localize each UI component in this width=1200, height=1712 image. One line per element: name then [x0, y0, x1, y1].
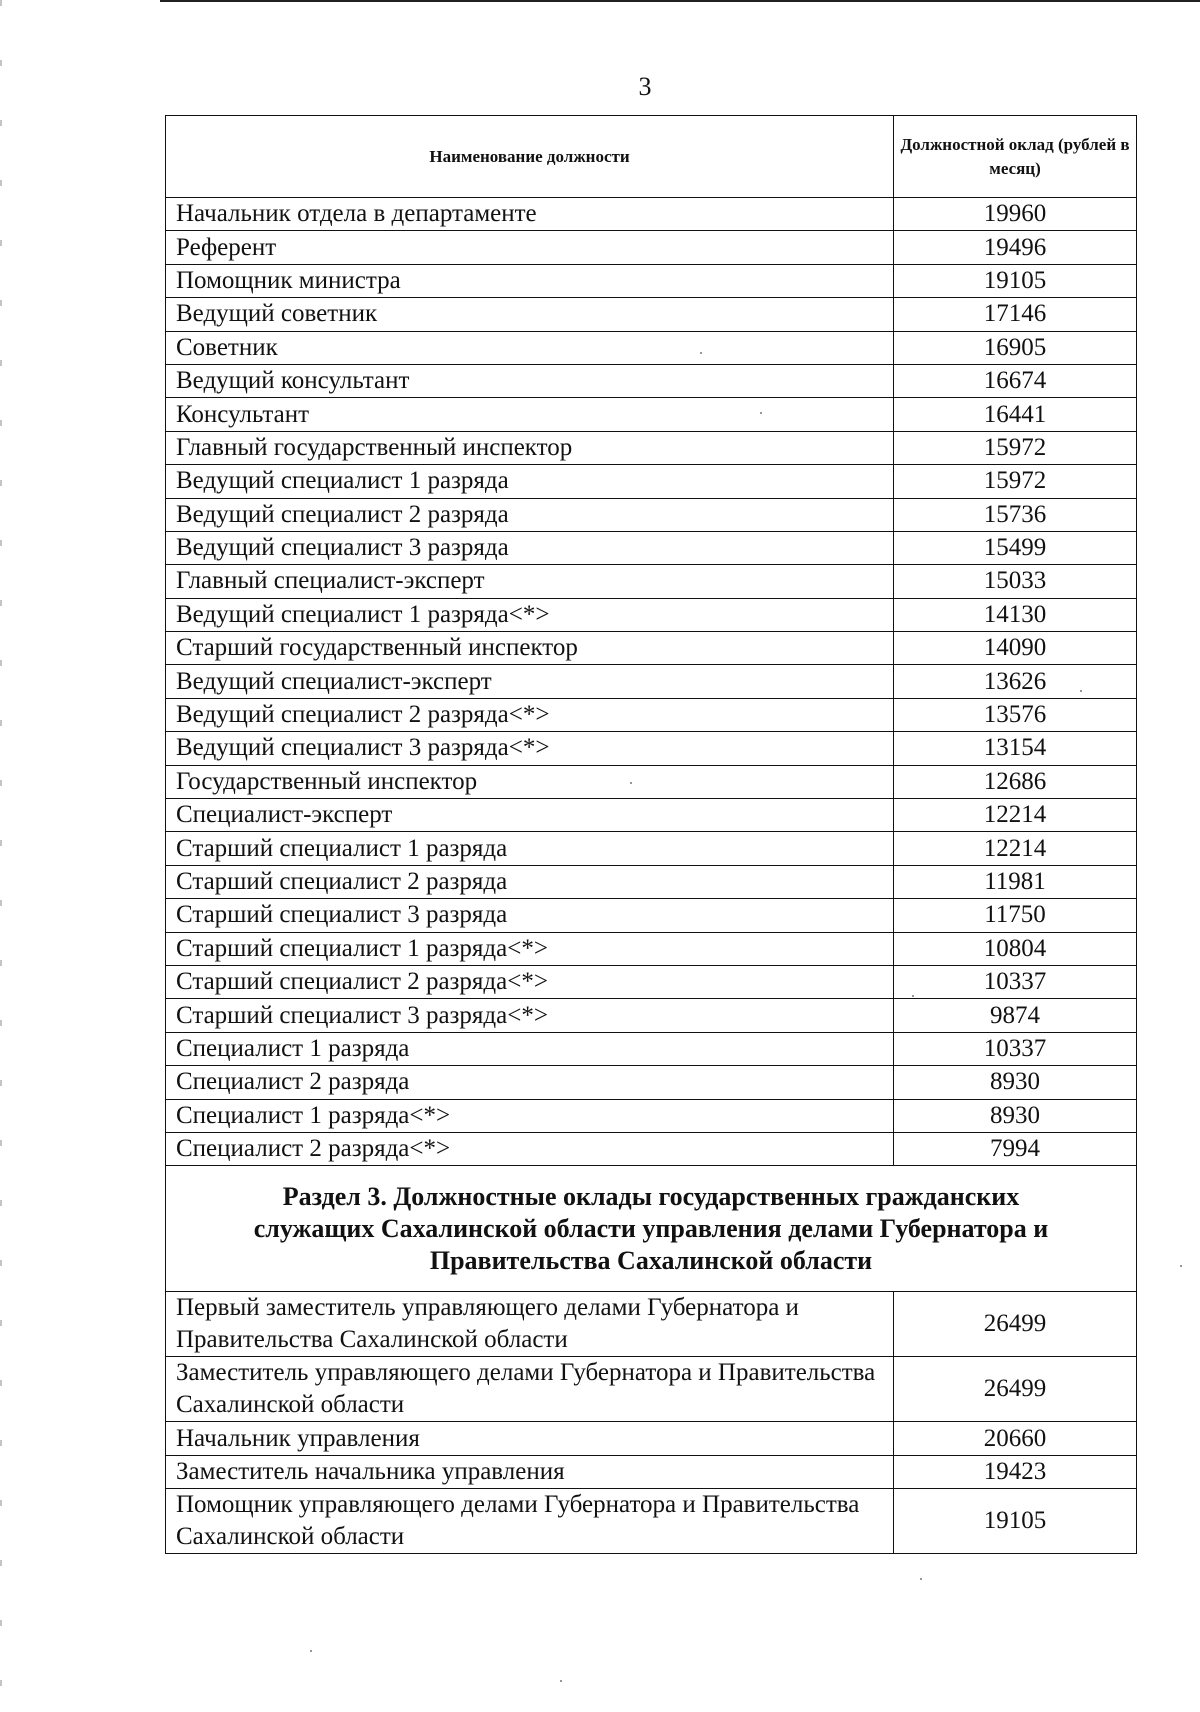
position-cell: Ведущий специалист 2 разряда<*>	[166, 698, 894, 731]
position-cell: Ведущий специалист-эксперт	[166, 665, 894, 698]
section-3-body	[166, 1292, 1137, 1554]
table-row	[166, 264, 1137, 297]
position-cell: Старший специалист 1 разряда	[166, 832, 894, 865]
salary-cell: 12686	[894, 765, 1137, 798]
salary-cell: 12214	[894, 832, 1137, 865]
scan-speck	[760, 412, 762, 414]
salary-cell: 19423	[894, 1455, 1137, 1488]
scan-speck	[1180, 1265, 1182, 1267]
scan-speck	[560, 1680, 562, 1682]
salary-cell: 10804	[894, 932, 1137, 965]
position-cell: Консультант	[166, 398, 894, 431]
table-row	[166, 498, 1137, 531]
position-cell: Старший специалист 3 разряда	[166, 899, 894, 932]
salary-cell: 13576	[894, 698, 1137, 731]
salary-cell: 12214	[894, 799, 1137, 832]
position-column-header: Наименование должности	[166, 116, 894, 198]
position-cell: Специалист 1 разряда<*>	[166, 1099, 894, 1132]
salary-cell: 15972	[894, 465, 1137, 498]
scan-edge-marks	[0, 0, 2, 1712]
position-cell: Главный специалист-эксперт	[166, 565, 894, 598]
position-cell: Начальник управления	[166, 1422, 894, 1455]
position-cell: Ведущий советник	[166, 298, 894, 331]
salary-cell: 16441	[894, 398, 1137, 431]
position-cell: Советник	[166, 331, 894, 364]
table-row	[166, 732, 1137, 765]
table-row	[166, 698, 1137, 731]
salary-cell: 15972	[894, 431, 1137, 464]
salary-cell: 26499	[894, 1357, 1137, 1422]
position-cell: Специалист 2 разряда	[166, 1066, 894, 1099]
scan-speck	[630, 782, 632, 784]
table-row	[166, 1489, 1137, 1554]
table-row	[166, 765, 1137, 798]
table-row	[166, 1292, 1137, 1357]
table-row	[166, 665, 1137, 698]
table-row	[166, 865, 1137, 898]
position-cell: Старший специалист 1 разряда<*>	[166, 932, 894, 965]
table-row	[166, 965, 1137, 998]
position-cell: Ведущий специалист 1 разряда<*>	[166, 598, 894, 631]
position-cell: Старший специалист 2 разряда<*>	[166, 965, 894, 998]
table-row	[166, 331, 1137, 364]
position-cell: Старший специалист 2 разряда	[166, 865, 894, 898]
table-row	[166, 231, 1137, 264]
salary-cell: 15499	[894, 531, 1137, 564]
position-cell: Заместитель начальника управления	[166, 1455, 894, 1488]
position-cell: Помощник министра	[166, 264, 894, 297]
salary-cell: 8930	[894, 1066, 1137, 1099]
salary-cell: 19496	[894, 231, 1137, 264]
scan-speck	[912, 995, 914, 997]
position-cell: Ведущий специалист 3 разряда<*>	[166, 732, 894, 765]
position-cell: Специалист-эксперт	[166, 799, 894, 832]
position-cell: Ведущий специалист 1 разряда	[166, 465, 894, 498]
salary-cell: 19105	[894, 1489, 1137, 1554]
salary-cell: 16674	[894, 364, 1137, 397]
position-cell: Ведущий специалист 2 разряда	[166, 498, 894, 531]
position-cell: Ведущий консультант	[166, 364, 894, 397]
page-number: 3	[638, 72, 652, 101]
table-row	[166, 1032, 1137, 1065]
table-row	[166, 298, 1137, 331]
scan-speck	[700, 352, 702, 354]
salary-cell: 9874	[894, 999, 1137, 1032]
table-row	[166, 832, 1137, 865]
salary-cell: 14090	[894, 632, 1137, 665]
position-cell: Референт	[166, 231, 894, 264]
position-cell: Старший государственный инспектор	[166, 632, 894, 665]
table-row	[166, 465, 1137, 498]
table-row	[166, 1422, 1137, 1455]
salary-table	[165, 115, 1137, 1554]
salary-cell: 16905	[894, 331, 1137, 364]
scan-speck	[920, 1578, 922, 1580]
table-row	[166, 899, 1137, 932]
table-body	[166, 198, 1137, 1166]
salary-cell: 14130	[894, 598, 1137, 631]
position-cell: Старший специалист 3 разряда<*>	[166, 999, 894, 1032]
salary-cell: 26499	[894, 1292, 1137, 1357]
table-row	[166, 1132, 1137, 1165]
table-row	[166, 799, 1137, 832]
table-row	[166, 531, 1137, 564]
scan-top-border	[160, 0, 1200, 2]
scan-speck	[310, 1650, 312, 1652]
position-cell: Главный государственный инспектор	[166, 431, 894, 464]
salary-cell: 8930	[894, 1099, 1137, 1132]
salary-cell: 10337	[894, 1032, 1137, 1065]
table-row	[166, 632, 1137, 665]
salary-cell: 10337	[894, 965, 1137, 998]
section-heading-row	[166, 1166, 1137, 1292]
position-cell: Первый заместитель управляющего делами Губернатора и Правительства Сахалинской области	[166, 1292, 894, 1357]
salary-cell: 13154	[894, 732, 1137, 765]
position-cell: Ведущий специалист 3 разряда	[166, 531, 894, 564]
section-heading: Раздел 3. Должностные оклады государственных гражданских служащих Сахалинской области управления делами Губернатора и Правительства Сахалинской области	[166, 1166, 1137, 1292]
table-row	[166, 1066, 1137, 1099]
salary-cell: 11981	[894, 865, 1137, 898]
table-row	[166, 398, 1137, 431]
salary-cell: 15033	[894, 565, 1137, 598]
position-cell: Заместитель управляющего делами Губернатора и Правительства Сахалинской области	[166, 1357, 894, 1422]
salary-cell: 7994	[894, 1132, 1137, 1165]
salary-cell: 13626	[894, 665, 1137, 698]
table-row	[166, 1455, 1137, 1488]
table-row	[166, 598, 1137, 631]
scan-speck	[1080, 690, 1082, 692]
position-cell: Начальник отдела в департаменте	[166, 198, 894, 231]
salary-cell: 19105	[894, 264, 1137, 297]
salary-cell: 11750	[894, 899, 1137, 932]
table-header	[166, 116, 1137, 198]
salary-cell: 15736	[894, 498, 1137, 531]
position-cell: Специалист 1 разряда	[166, 1032, 894, 1065]
table-row	[166, 1357, 1137, 1422]
table-row	[166, 198, 1137, 231]
table-row	[166, 565, 1137, 598]
table-row	[166, 1099, 1137, 1132]
table-row	[166, 364, 1137, 397]
position-cell: Специалист 2 разряда<*>	[166, 1132, 894, 1165]
salary-cell: 19960	[894, 198, 1137, 231]
table-row	[166, 932, 1137, 965]
table-row	[166, 431, 1137, 464]
section-3-block	[166, 1166, 1137, 1292]
table-row	[166, 999, 1137, 1032]
salary-cell: 20660	[894, 1422, 1137, 1455]
position-cell: Государственный инспектор	[166, 765, 894, 798]
salary-cell: 17146	[894, 298, 1137, 331]
salary-column-header: Должностной оклад (рублей в месяц)	[894, 116, 1137, 198]
position-cell: Помощник управляющего делами Губернатора и Правительства Сахалинской области	[166, 1489, 894, 1554]
